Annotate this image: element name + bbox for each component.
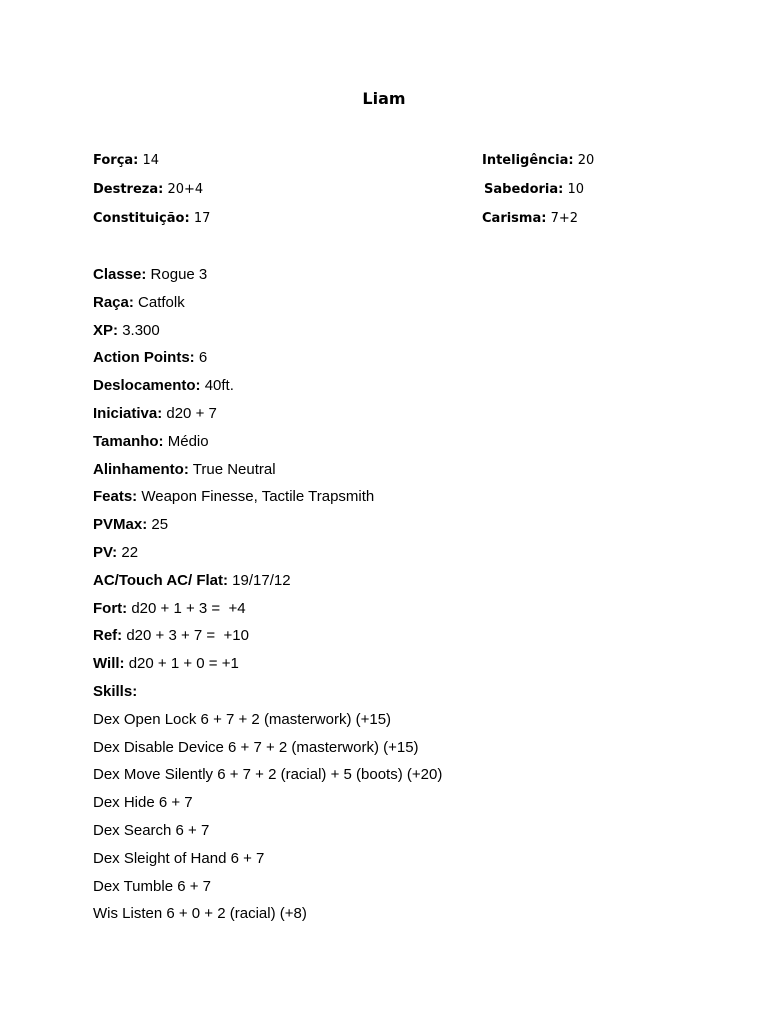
detail-deslocamento: [93, 375, 442, 403]
detail-fort: [93, 598, 442, 626]
character-details: [93, 264, 442, 931]
skill-item: Dex Sleight of Hand 6 + 7: [93, 849, 265, 867]
detail-value: d20 + 1 + 0 = +1: [128, 655, 239, 673]
detail-raca: [93, 292, 442, 320]
detail-feats: [93, 486, 442, 514]
detail-value: 22: [121, 543, 139, 561]
detail-label: Tamanho:: [93, 432, 164, 450]
detail-value: Weapon Finesse, Tactile Trapsmith: [141, 488, 375, 506]
attribute-value: 20: [577, 153, 595, 168]
skill-item: Dex Move Silently 6 + 7 + 2 (racial) + 5 (boots) (+20): [93, 766, 443, 784]
detail-ref: [93, 625, 442, 653]
detail-action-points: [93, 347, 442, 375]
skill-item: Dex Tumble 6 + 7: [93, 877, 211, 895]
document-title: Liam: [362, 89, 406, 108]
detail-label: Action Points:: [93, 349, 195, 367]
attribute-sabedoria: [484, 182, 584, 197]
skill-item: Dex Open Lock 6 + 7 + 2 (masterwork) (+15): [93, 710, 392, 728]
detail-xp: [93, 320, 442, 348]
detail-value: 3.300: [122, 321, 160, 339]
skill-item: Dex Search 6 + 7: [93, 821, 210, 839]
detail-label: Will:: [93, 655, 125, 673]
attribute-inteligencia: [482, 153, 594, 168]
detail-value: Médio: [167, 432, 209, 450]
detail-pv: [93, 542, 442, 570]
detail-value: d20 + 7: [166, 404, 217, 422]
detail-tamanho: [93, 431, 442, 459]
detail-value: d20 + 3 + 7 = +10: [126, 627, 249, 645]
detail-label: Ref:: [93, 627, 123, 645]
detail-label: PVMax:: [93, 516, 148, 534]
detail-value: d20 + 1 + 3 = +4: [131, 599, 246, 617]
detail-value: 25: [151, 516, 169, 534]
detail-classe: [93, 264, 442, 292]
attribute-constituicao: [93, 211, 210, 226]
detail-value: 40ft.: [204, 377, 234, 395]
skill-item: Wis Listen 6 + 0 + 2 (racial) (+8): [93, 905, 307, 923]
detail-label: Fort:: [93, 599, 128, 617]
attribute-label: Constituição:: [93, 211, 190, 226]
detail-label: AC/Touch AC/ Flat:: [93, 571, 228, 589]
attribute-label: Destreza:: [93, 182, 164, 197]
detail-label: Classe:: [93, 266, 147, 283]
detail-label: Skills:: [93, 682, 138, 700]
detail-will: [93, 653, 442, 681]
detail-armor-class: [93, 570, 442, 598]
detail-label: XP:: [93, 321, 119, 339]
detail-label: Feats:: [93, 488, 138, 506]
attribute-value: 17: [193, 211, 211, 226]
attribute-label: Carisma:: [482, 211, 547, 226]
attribute-label: Inteligência:: [482, 153, 574, 168]
attribute-destreza: [93, 182, 203, 197]
attribute-value: 10: [567, 182, 585, 197]
detail-label: Iniciativa:: [93, 404, 163, 422]
detail-pvmax: [93, 514, 442, 542]
detail-value: Rogue 3: [150, 266, 208, 283]
detail-alinhamento: [93, 459, 442, 487]
detail-value: True Neutral: [192, 460, 276, 478]
attribute-carisma: [482, 211, 578, 226]
detail-iniciativa: [93, 403, 442, 431]
attribute-value: 14: [142, 153, 160, 168]
attribute-label: Força:: [93, 153, 139, 168]
attribute-value: 20+4: [167, 182, 204, 197]
detail-skills-heading: [93, 681, 442, 709]
skill-item: Dex Disable Device 6 + 7 + 2 (masterwork) (+15): [93, 738, 419, 756]
skill-item: Dex Hide 6 + 7: [93, 794, 193, 812]
detail-value: 6: [198, 349, 208, 367]
detail-value: Catfolk: [138, 293, 185, 311]
detail-value: 19/17/12: [232, 571, 291, 589]
attribute-forca: [93, 153, 159, 168]
detail-label: Deslocamento:: [93, 377, 201, 395]
detail-label: Alinhamento:: [93, 460, 189, 478]
attribute-value: 7+2: [550, 211, 579, 226]
detail-label: PV:: [93, 543, 118, 561]
detail-label: Raça:: [93, 293, 134, 311]
attribute-label: Sabedoria:: [484, 182, 564, 197]
